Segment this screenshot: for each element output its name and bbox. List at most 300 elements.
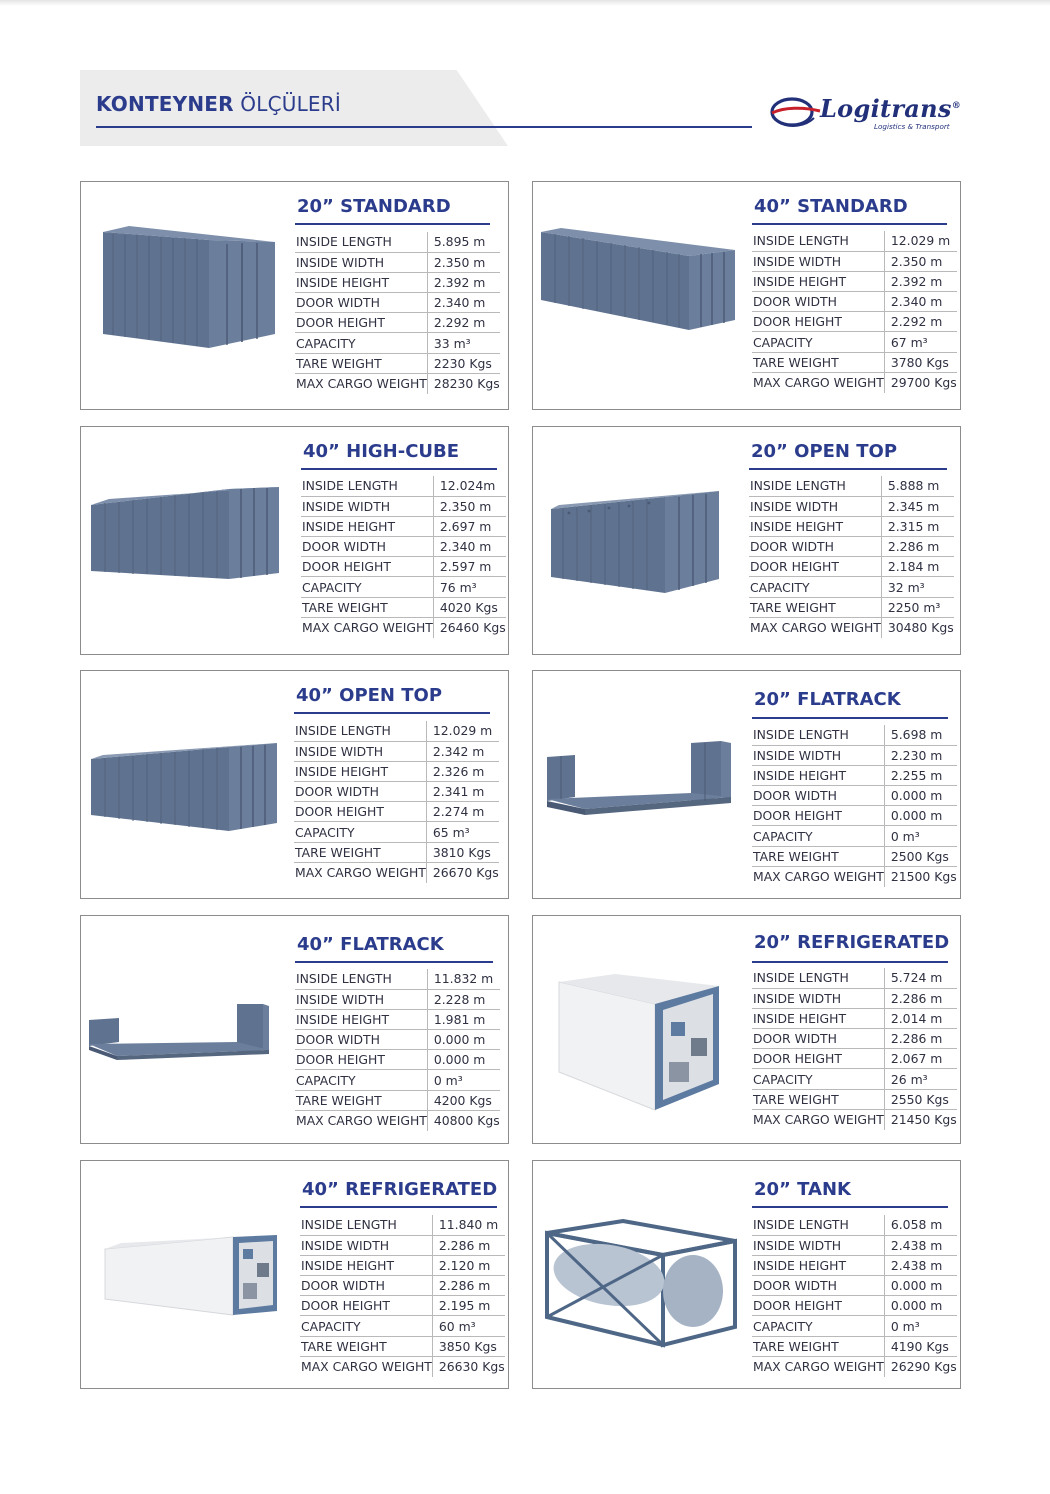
card-title-rule [752, 961, 948, 963]
spec-value: 2.341 m [426, 782, 498, 802]
spec-row [752, 332, 957, 352]
card-title-rule [295, 961, 493, 963]
spec-label: INSIDE HEIGHT [294, 761, 426, 781]
spec-row [300, 1276, 505, 1296]
spec-label: DOOR HEIGHT [752, 1296, 884, 1316]
spec-label: CAPACITY [752, 826, 884, 846]
spec-value: 21450 Kgs [890, 1112, 957, 1128]
spec-row [749, 617, 954, 637]
spec-value: 2.255 m [884, 765, 956, 785]
spec-value: 2.286 m [881, 537, 953, 557]
spec-label: CAPACITY [749, 577, 881, 597]
spec-label: MAX CARGO WEIGHT [752, 372, 884, 392]
spec-value: 67 m³ [884, 332, 956, 352]
spec-row [752, 372, 957, 392]
spec-label: MAX CARGO WEIGHT [752, 866, 884, 886]
container-card-20-standard [80, 181, 509, 410]
card-title-rule [752, 1206, 948, 1208]
spec-value: 2.340 m [433, 537, 505, 557]
spec-value: 0.000 m [884, 806, 956, 826]
spec-row [749, 557, 954, 577]
spec-value: 32 m³ [881, 577, 953, 597]
spec-label: INSIDE WIDTH [749, 496, 881, 516]
logo-name: Logitrans [820, 94, 952, 123]
page-title-bold: KONTEYNER [96, 92, 234, 116]
spec-label: INSIDE LENGTH [301, 476, 433, 496]
spec-label: INSIDE LENGTH [752, 231, 884, 251]
spec-value: 2.274 m [426, 802, 498, 822]
spec-value: 2.350 m [427, 252, 499, 272]
spec-row [294, 842, 499, 862]
spec-row [752, 988, 957, 1008]
spec-row [300, 1215, 505, 1235]
spec-row [294, 761, 499, 781]
spec-row [301, 577, 506, 597]
spec-value: 0 m³ [884, 1316, 956, 1336]
spec-label: INSIDE WIDTH [295, 989, 427, 1009]
spec-label: DOOR HEIGHT [301, 557, 433, 577]
top-shadow-line [0, 0, 1050, 6]
spec-table [752, 1215, 957, 1377]
spec-label: DOOR HEIGHT [752, 806, 884, 826]
tank-container-20-icon [543, 1219, 739, 1349]
spec-label: INSIDE HEIGHT [752, 1008, 884, 1028]
spec-row [295, 969, 500, 989]
spec-label: INSIDE HEIGHT [749, 516, 881, 536]
spec-label: CAPACITY [301, 577, 433, 597]
card-title: 20” STANDARD [297, 196, 451, 217]
spec-label: TARE WEIGHT [301, 597, 433, 617]
spec-value: 2.697 m [433, 516, 505, 536]
spec-row [752, 1049, 957, 1069]
container-card-20-tank [532, 1160, 961, 1389]
spec-row [301, 597, 506, 617]
logo-wordmark [820, 94, 961, 123]
card-title-rule [301, 468, 497, 470]
spec-row [295, 313, 500, 333]
spec-row [752, 251, 957, 271]
spec-row [752, 271, 957, 291]
spec-value: 2.350 m [884, 251, 956, 271]
spec-value: 2.292 m [427, 313, 499, 333]
spec-label: INSIDE WIDTH [294, 741, 426, 761]
spec-value: 30480 Kgs [887, 620, 954, 636]
logo-swoosh-icon [770, 92, 822, 136]
spec-value: 2.315 m [881, 516, 953, 536]
spec-row [295, 353, 500, 373]
spec-label: INSIDE LENGTH [749, 476, 881, 496]
spec-label: INSIDE LENGTH [294, 721, 426, 741]
spec-value: 0.000 m [884, 1296, 956, 1316]
spec-value: 0 m³ [427, 1070, 499, 1090]
spec-label: CAPACITY [752, 1069, 884, 1089]
spec-label: DOOR WIDTH [295, 293, 427, 313]
spec-table [300, 1215, 505, 1377]
spec-label: DOOR WIDTH [294, 782, 426, 802]
spec-label: CAPACITY [752, 332, 884, 352]
spec-row [752, 1008, 957, 1028]
spec-value: 2.597 m [433, 557, 505, 577]
spec-label: INSIDE HEIGHT [752, 765, 884, 785]
spec-row [752, 968, 957, 988]
flatrack-container-40-icon [87, 1002, 289, 1064]
spec-row [300, 1235, 505, 1255]
spec-value: 5.698 m [884, 725, 956, 745]
spec-value: 2.120 m [432, 1255, 504, 1275]
spec-label: INSIDE WIDTH [752, 988, 884, 1008]
spec-row [752, 292, 957, 312]
spec-row [301, 537, 506, 557]
spec-row [294, 822, 499, 842]
spec-label: DOOR HEIGHT [294, 802, 426, 822]
spec-value: 76 m³ [433, 577, 505, 597]
spec-row [752, 1336, 957, 1356]
spec-label: CAPACITY [295, 333, 427, 353]
spec-row [752, 786, 957, 806]
spec-label: MAX CARGO WEIGHT [295, 373, 427, 393]
spec-value: 0.000 m [427, 1030, 499, 1050]
spec-row [294, 721, 499, 741]
card-title: 40” HIGH-CUBE [303, 441, 460, 462]
spec-value: 26460 Kgs [439, 620, 506, 636]
spec-label: INSIDE LENGTH [300, 1215, 432, 1235]
spec-value: 26630 Kgs [438, 1359, 505, 1375]
spec-row [301, 617, 506, 637]
spec-label: INSIDE LENGTH [752, 725, 884, 745]
spec-value: 2.392 m [884, 271, 956, 291]
spec-label: INSIDE WIDTH [300, 1235, 432, 1255]
spec-row [752, 725, 957, 745]
spec-value: 4190 Kgs [884, 1336, 956, 1356]
spec-value: 2.228 m [427, 989, 499, 1009]
spec-table [749, 476, 954, 638]
card-title: 40” OPEN TOP [296, 685, 443, 706]
spec-label: DOOR HEIGHT [749, 557, 881, 577]
card-title: 40” FLATRACK [297, 934, 444, 955]
spec-value: 2500 Kgs [884, 846, 956, 866]
spec-value: 11.832 m [427, 969, 499, 989]
spec-label: TARE WEIGHT [752, 1089, 884, 1109]
spec-label: DOOR WIDTH [752, 1276, 884, 1296]
spec-label: CAPACITY [295, 1070, 427, 1090]
spec-label: CAPACITY [300, 1316, 432, 1336]
spec-value: 2.350 m [433, 496, 505, 516]
spec-label: INSIDE LENGTH [752, 968, 884, 988]
spec-value: 2.340 m [427, 293, 499, 313]
spec-row [752, 1215, 957, 1235]
card-title: 40” REFRIGERATED [302, 1179, 498, 1200]
spec-value: 26670 Kgs [432, 865, 499, 881]
spec-row [295, 1030, 500, 1050]
spec-value: 21500 Kgs [890, 869, 957, 885]
spec-label: TARE WEIGHT [749, 597, 881, 617]
spec-value: 2.286 m [432, 1276, 504, 1296]
spec-row [295, 232, 500, 252]
spec-row [749, 496, 954, 516]
spec-row [749, 597, 954, 617]
spec-label: TARE WEIGHT [752, 1336, 884, 1356]
logo-registered: ® [951, 101, 962, 111]
spec-row [301, 516, 506, 536]
spec-label: DOOR HEIGHT [752, 1049, 884, 1069]
spec-value: 2.286 m [884, 988, 956, 1008]
spec-value: 2230 Kgs [427, 353, 499, 373]
spec-value: 0.000 m [884, 1276, 956, 1296]
spec-value: 29700 Kgs [890, 375, 957, 391]
spec-label: TARE WEIGHT [752, 846, 884, 866]
spec-row [752, 1089, 957, 1109]
card-title-rule [295, 223, 490, 225]
high-cube-container-40-icon [89, 485, 289, 581]
spec-table [752, 725, 957, 887]
spec-label: DOOR HEIGHT [295, 313, 427, 333]
spec-row [752, 1296, 957, 1316]
card-title: 20” REFRIGERATED [754, 932, 950, 953]
spec-row [294, 802, 499, 822]
spec-row [752, 1069, 957, 1089]
spec-value: 1.981 m [427, 1009, 499, 1029]
spec-row [752, 1276, 957, 1296]
spec-value: 6.058 m [884, 1215, 956, 1235]
spec-row [752, 312, 957, 332]
spec-value: 2250 m³ [881, 597, 953, 617]
spec-value: 4200 Kgs [427, 1090, 499, 1110]
spec-value: 0 m³ [884, 826, 956, 846]
spec-row [295, 1050, 500, 1070]
container-card-40-high-cube [80, 426, 509, 655]
spec-value: 2.438 m [884, 1255, 956, 1275]
spec-row [295, 1090, 500, 1110]
spec-label: INSIDE HEIGHT [752, 271, 884, 291]
page-title-light: ÖLÇÜLERİ [240, 92, 341, 116]
spec-row [749, 476, 954, 496]
spec-row [752, 1316, 957, 1336]
spec-label: INSIDE WIDTH [301, 496, 433, 516]
spec-label: MAX CARGO WEIGHT [295, 1110, 427, 1130]
spec-table [295, 232, 500, 394]
card-title-rule [300, 1206, 497, 1208]
spec-value: 33 m³ [427, 333, 499, 353]
spec-value: 60 m³ [432, 1316, 504, 1336]
spec-label: INSIDE HEIGHT [295, 1009, 427, 1029]
spec-row [752, 231, 957, 251]
header-rule [96, 126, 752, 128]
spec-label: INSIDE LENGTH [295, 969, 427, 989]
spec-value: 4020 Kgs [433, 597, 505, 617]
spec-row [295, 989, 500, 1009]
spec-label: INSIDE LENGTH [295, 232, 427, 252]
card-title: 20” TANK [754, 1179, 851, 1200]
spec-row [295, 272, 500, 292]
spec-row [295, 1009, 500, 1029]
spec-value: 2.345 m [881, 496, 953, 516]
container-card-40-flatrack [80, 915, 509, 1144]
card-title: 20” OPEN TOP [751, 441, 898, 462]
spec-label: DOOR WIDTH [300, 1276, 432, 1296]
spec-label: DOOR WIDTH [752, 786, 884, 806]
spec-row [300, 1356, 505, 1376]
spec-label: INSIDE WIDTH [752, 745, 884, 765]
spec-table [752, 231, 957, 393]
spec-value: 2.067 m [884, 1049, 956, 1069]
spec-row [752, 806, 957, 826]
spec-value: 3850 Kgs [432, 1336, 504, 1356]
spec-value: 2.184 m [881, 557, 953, 577]
spec-row [752, 1356, 957, 1376]
spec-row [749, 537, 954, 557]
spec-value: 2.195 m [432, 1296, 504, 1316]
container-card-20-open-top [532, 426, 961, 655]
spec-label: MAX CARGO WEIGHT [749, 617, 881, 637]
container-card-40-standard [532, 181, 961, 410]
spec-label: MAX CARGO WEIGHT [752, 1109, 884, 1129]
spec-label: MAX CARGO WEIGHT [300, 1356, 432, 1376]
card-title-rule [749, 468, 947, 470]
spec-value: 5.895 m [427, 232, 499, 252]
spec-row [294, 862, 499, 882]
spec-row [752, 826, 957, 846]
standard-container-40-icon [539, 226, 745, 331]
standard-container-20-icon [99, 224, 279, 349]
container-card-20-flatrack [532, 670, 961, 899]
spec-value: 28230 Kgs [433, 376, 500, 392]
spec-value: 2.342 m [426, 741, 498, 761]
spec-row [300, 1255, 505, 1275]
spec-row [752, 1235, 957, 1255]
spec-row [294, 741, 499, 761]
spec-label: DOOR WIDTH [752, 292, 884, 312]
spec-value: 40800 Kgs [433, 1113, 500, 1129]
spec-row [300, 1316, 505, 1336]
spec-label: TARE WEIGHT [752, 352, 884, 372]
spec-label: INSIDE WIDTH [295, 252, 427, 272]
spec-value: 12.029 m [426, 721, 498, 741]
container-card-40-refrigerated [80, 1160, 509, 1389]
spec-row [301, 496, 506, 516]
open-top-container-20-icon [549, 489, 735, 595]
spec-value: 12.024m [433, 476, 505, 496]
card-title-rule [752, 717, 948, 719]
spec-row [295, 373, 500, 393]
spec-label: TARE WEIGHT [295, 353, 427, 373]
spec-row [752, 1029, 957, 1049]
spec-value: 5.888 m [881, 476, 953, 496]
spec-row [295, 1070, 500, 1090]
spec-label: MAX CARGO WEIGHT [301, 617, 433, 637]
spec-value: 3810 Kgs [426, 842, 498, 862]
spec-value: 65 m³ [426, 822, 498, 842]
spec-row [752, 765, 957, 785]
spec-label: INSIDE HEIGHT [300, 1255, 432, 1275]
refrigerated-container-40-icon [101, 1233, 285, 1319]
container-card-40-open-top [80, 670, 509, 899]
spec-row [295, 252, 500, 272]
spec-value: 0.000 m [884, 786, 956, 806]
spec-value: 0.000 m [427, 1050, 499, 1070]
spec-value: 2.392 m [427, 272, 499, 292]
spec-label: DOOR WIDTH [752, 1029, 884, 1049]
spec-value: 2.014 m [884, 1008, 956, 1028]
spec-row [749, 516, 954, 536]
spec-value: 2.326 m [426, 761, 498, 781]
spec-label: INSIDE LENGTH [752, 1215, 884, 1235]
spec-row [752, 745, 957, 765]
spec-value: 2.286 m [432, 1235, 504, 1255]
open-top-container-40-icon [89, 741, 285, 833]
spec-value: 12.029 m [884, 231, 956, 251]
spec-row [295, 333, 500, 353]
logitrans-logo [770, 92, 970, 136]
spec-label: INSIDE HEIGHT [295, 272, 427, 292]
spec-row [300, 1336, 505, 1356]
spec-value: 2.292 m [884, 312, 956, 332]
spec-row [294, 782, 499, 802]
spec-row [752, 866, 957, 886]
spec-row [295, 293, 500, 313]
spec-row [749, 577, 954, 597]
spec-label: DOOR HEIGHT [295, 1050, 427, 1070]
spec-label: INSIDE HEIGHT [752, 1255, 884, 1275]
spec-row [752, 1109, 957, 1129]
card-title-rule [752, 223, 947, 225]
spec-value: 2.340 m [884, 292, 956, 312]
spec-label: MAX CARGO WEIGHT [752, 1356, 884, 1376]
spec-value: 2550 Kgs [884, 1089, 956, 1109]
spec-value: 2.230 m [884, 745, 956, 765]
container-card-20-refrigerated [532, 915, 961, 1144]
spec-row [752, 846, 957, 866]
spec-table [752, 968, 957, 1130]
spec-value: 3780 Kgs [884, 352, 956, 372]
spec-value: 2.286 m [884, 1029, 956, 1049]
spec-label: DOOR WIDTH [749, 537, 881, 557]
spec-table [295, 969, 500, 1131]
spec-label: DOOR WIDTH [301, 537, 433, 557]
spec-value: 5.724 m [884, 968, 956, 988]
spec-label: TARE WEIGHT [300, 1336, 432, 1356]
spec-row [295, 1110, 500, 1130]
spec-label: INSIDE HEIGHT [301, 516, 433, 536]
card-title: 40” STANDARD [754, 196, 908, 217]
spec-label: DOOR HEIGHT [300, 1296, 432, 1316]
spec-label: INSIDE WIDTH [752, 1235, 884, 1255]
spec-value: 26 m³ [884, 1069, 956, 1089]
logo-tagline: Logistics & Transport [874, 122, 950, 131]
spec-table [294, 721, 499, 883]
spec-label: INSIDE WIDTH [752, 251, 884, 271]
spec-value: 2.438 m [884, 1235, 956, 1255]
spec-value: 26290 Kgs [890, 1359, 957, 1375]
spec-label: TARE WEIGHT [294, 842, 426, 862]
flatrack-container-20-icon [545, 741, 741, 817]
spec-row [301, 476, 506, 496]
spec-row [301, 557, 506, 577]
refrigerated-container-20-icon [555, 972, 735, 1112]
spec-row [300, 1296, 505, 1316]
spec-row [752, 1255, 957, 1275]
spec-label: TARE WEIGHT [295, 1090, 427, 1110]
card-title-rule [294, 712, 490, 714]
spec-label: DOOR WIDTH [295, 1030, 427, 1050]
card-title: 20” FLATRACK [754, 689, 901, 710]
page-title [96, 92, 341, 116]
spec-label: CAPACITY [294, 822, 426, 842]
spec-row [752, 352, 957, 372]
spec-value: 11.840 m [432, 1215, 504, 1235]
spec-label: DOOR HEIGHT [752, 312, 884, 332]
spec-label: CAPACITY [752, 1316, 884, 1336]
spec-label: MAX CARGO WEIGHT [294, 862, 426, 882]
